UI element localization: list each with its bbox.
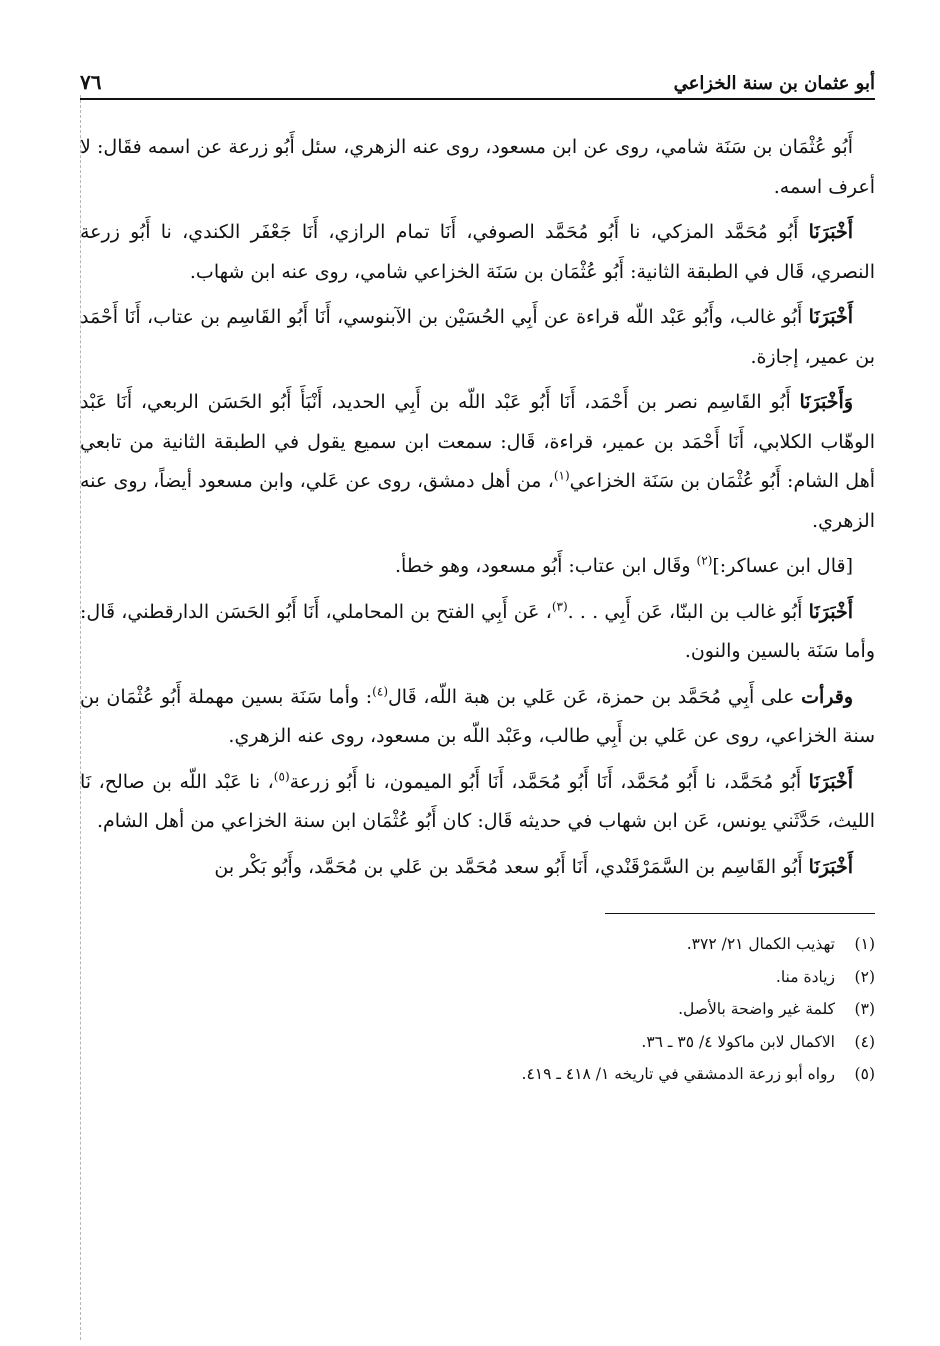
footnotes <box>80 928 875 1091</box>
paragraph <box>80 298 875 377</box>
paragraph <box>80 383 875 541</box>
footnote-item <box>80 993 875 1026</box>
footnote-item <box>80 961 875 994</box>
footnote-text: تهذيب الكمال ٢١/ ٣٧٢. <box>686 935 835 953</box>
footnote-text: زيادة منا. <box>775 967 835 986</box>
footnote-number: (٤) <box>854 1032 875 1051</box>
paragraph-text: أَبُو القَاسِم بن السَّمَرْقَنْدي، أَنَا أَبُو سعد مُحَمَّد بن عَلي بن مُحَمَّد، وأَبُو بَكْر بن <box>214 855 809 878</box>
isnad-lead: أَخْبَرَنَا <box>808 600 853 623</box>
footnote-ref[interactable]: (١) <box>553 468 570 483</box>
running-title: أبو عثمان بن سنة الخزاعي <box>673 73 875 94</box>
book-page <box>80 50 875 1340</box>
footnote-item <box>80 1026 875 1059</box>
paragraph-text: أَبُو مُحَمَّد المزكي، نا أَبُو مُحَمَّد الصوفي، أَنَا تمام الرازي، أَنَا جَعْفَر الكندي، نا أَبُو زرعة النصري، قَال في الطبقة الثانية: أَبُو عُثْمَان بن سَنَة الخزاعي شامي، روى عنه ابن شهاب. <box>80 221 875 283</box>
footnote-text: كلمة غير واضحة بالأصل. <box>678 1000 835 1018</box>
paragraph-text-tail: : وأما سَنَة بسين مهملة أَبُو عُثْمَان بن سنة الخزاعي، روى عن عَلي بن أَبِي طالب، وعَبْد اللّه بن مسعود، روى عنه الزهري. <box>80 685 875 747</box>
footnote-number: (٢) <box>854 967 875 986</box>
paragraph <box>80 593 875 672</box>
footnote-item <box>80 928 875 961</box>
paragraph <box>80 213 875 292</box>
paragraph-text: أَبُو عُثْمَان بن سَنَة شامي، روى عن ابن مسعود، روى عنه الزهري، سئل أَبُو زرعة عن اسمه فقَال: لا أعرف اسمه. <box>80 136 875 198</box>
footnote-number: (١) <box>854 935 875 953</box>
paragraph <box>80 763 875 842</box>
paragraph-text: أَبُو القَاسِم نصر بن أَحْمَد، أَنَا أَبُو عَبْد اللّه بن أَبِي الحديد، أَنْبَأَ أَبُو الحَسَن الربعي، أَنَا عَبْد الوهّاب الكلابي، أَنَا أَحْمَد بن عمير، قراءة، قَال: سمعت ابن سميع يقول في الطبقة الثانية من تابعي أهل الشام: أَبُو عُثْمَان بن سَنَة الخزاعي <box>80 391 875 492</box>
footnote-number: (٣) <box>854 1000 875 1018</box>
isnad-lead: أَخْبَرَنَا <box>808 306 853 328</box>
footnote-ref[interactable]: (٥) <box>273 769 290 784</box>
footnote-separator <box>605 913 875 914</box>
paragraph-text-tail: ، نا عَبْد اللّه بن صالح، نَا الليث، حَدَّثَني يونس، عَن ابن شهاب في حديثه قَال: كان أَبُو عُثْمَان ابن سنة الخزاعي من أهل الشام. <box>80 770 875 832</box>
page-header <box>80 50 875 100</box>
paragraph <box>80 547 875 587</box>
footnote-item <box>80 1058 875 1091</box>
page-number: ٧٦ <box>80 70 102 94</box>
paragraph-text: أَبُو مُحَمَّد، نا أَبُو مُحَمَّد، أَنَا أَبُو مُحَمَّد، أَنَا أَبُو الميمون، نا أَبُو زرعة <box>289 770 809 793</box>
paragraph-text-tail: ، من أهل دمشق، روى عن عَلي، وابن مسعود أيضاً، روى عنه الزهري. <box>80 470 875 532</box>
isnad-lead: وقرأت <box>801 685 854 708</box>
isnad-lead: أَخْبَرَنَا <box>808 770 853 793</box>
footnote-ref[interactable]: (٤) <box>372 684 388 699</box>
paragraph-text: أَبُو غالب، وأَبُو عَبْد اللّه قراءة عن أَبِي الحُسَيْن بن الآبنوسي، أَنَا أَبُو القَاسِم بن عتاب، أَنَا أَحْمَد بن عمير، إجازة. <box>80 306 875 368</box>
footnote-text: الاكمال لابن ماكولا ٤/ ٣٥ ـ ٣٦. <box>641 1032 835 1051</box>
paragraph <box>80 848 875 888</box>
paragraph-text-tail: ، عَن أَبِي الفتح بن المحاملي، أَنَا أَبُو الحَسَن الدارقطني، قَال: وأما سَنَة بالسين والنون. <box>80 600 875 662</box>
paragraph-text-tail: وقَال ابن عتاب: أَبُو مسعود، وهو خطأ. <box>394 555 697 577</box>
footnote-text: رواه أبو زرعة الدمشقي في تاريخه ١/ ٤١٨ ـ ٤١٩. <box>521 1065 835 1083</box>
footnote-number: (٥) <box>854 1065 875 1083</box>
isnad-lead: أَخْبَرَنَا <box>808 855 853 878</box>
isnad-lead: أَخْبَرَنَا <box>808 221 853 243</box>
isnad-lead: وَأَخْبَرَنَا <box>799 391 853 413</box>
body-text <box>80 128 875 887</box>
footnote-ref[interactable]: (٣) <box>551 599 568 614</box>
paragraph-text: على أَبِي مُحَمَّد بن حمزة، عَن عَلي بن هبة اللّه، قَال <box>388 685 802 708</box>
footnote-ref[interactable]: (٢) <box>696 553 713 568</box>
paragraph <box>80 678 875 757</box>
paragraph <box>80 128 875 207</box>
paragraph-text: أَبُو غالب بن البنّا، عَن أَبِي . . . <box>567 600 809 623</box>
paragraph-text: [قال ابن عساكر:] <box>712 555 853 577</box>
